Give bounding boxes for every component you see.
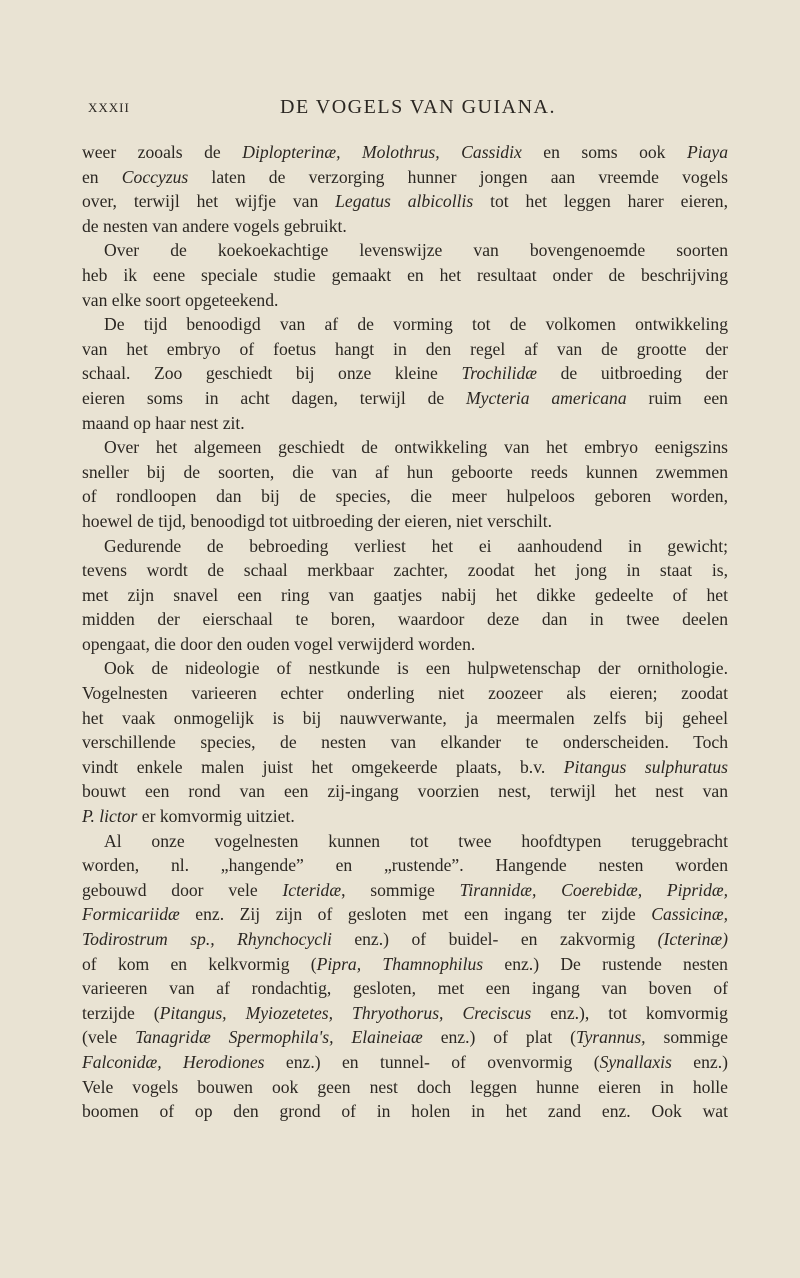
text-line: opengaat, die door den ouden vogel verwijderd worden. bbox=[82, 633, 476, 654]
text-line: en Coccyzus laten de verzorging hunner jongen aan vreemde vogels bbox=[82, 166, 729, 187]
text-line: Vele vogels bouwen ook geen nest doch leggen hunne eieren in holle bbox=[82, 1076, 728, 1097]
text-line: of rondloopen dan bij de species, die meer hulpeloos geboren worden, bbox=[82, 486, 728, 507]
text-line: weer zooals de Diplopterinæ, Molothrus, Cassidix en soms ook Piaya bbox=[82, 142, 729, 162]
text-line: (vele Tanagridæ Spermophila's, Elaineiaæ enz.) of plat (Tyrannus, sommige bbox=[82, 1027, 728, 1048]
text-line: boomen of op den grond of in holen in het zand enz. Ook wat bbox=[82, 1101, 728, 1122]
text-line: worden, nl. „hangende” en „rustende”. Hangende nesten worden bbox=[82, 855, 728, 876]
text-line: tevens wordt de schaal merkbaar zachter, zoodat het jong in staat is, bbox=[82, 560, 728, 581]
text-line: van het embryo of foetus hangt in den regel af van de grootte der bbox=[82, 338, 728, 359]
text-line: Formicariidæ enz. Zij zijn of gesloten met een ingang ter zijde Cassicinæ, bbox=[82, 904, 728, 925]
text-line: over, terwijl het wijfje van Legatus albicollis tot het leggen harer eieren, bbox=[82, 191, 728, 212]
text-line: Over het algemeen geschiedt de ontwikkeling van het embryo eenigszins bbox=[104, 437, 728, 458]
text-line: Al onze vogelnesten kunnen tot twee hoofdtypen teruggebracht bbox=[104, 830, 728, 851]
text-line: midden der eierschaal te boren, waardoor deze dan in twee deelen bbox=[82, 609, 728, 630]
text-line: heb ik eene speciale studie gemaakt en het resultaat onder de beschrijving bbox=[82, 264, 728, 285]
text-line: schaal. Zoo geschiedt bij onze kleine Trochilidæ de uitbroeding der bbox=[82, 363, 728, 384]
text-line: of kom en kelkvormig (Pipra, Thamnophilus enz.) De rustende nesten bbox=[82, 953, 728, 974]
text-line: Falconidæ, Herodiones enz.) en tunnel- of ovenvormig (Synallaxis enz.) bbox=[82, 1051, 728, 1072]
text-line: De tijd benoodigd van af de vorming tot de volkomen ontwikkeling bbox=[104, 314, 728, 335]
text-line: vindt enkele malen juist het omgekeerde plaats, b.v. Pitangus sulphuratus bbox=[82, 756, 728, 777]
text-line: varieeren van af rondachtig, gesloten, met een ingang van boven of bbox=[82, 978, 728, 999]
running-title: DE VOGELS VAN GUIANA. bbox=[280, 96, 556, 118]
text-line: Over de koekoekachtige levenswijze van bovengenoemde soorten bbox=[104, 240, 728, 261]
page-number: XXXII bbox=[88, 100, 130, 115]
text-line: maand op haar nest zit. bbox=[82, 412, 245, 433]
text-line: Ook de nideologie of nestkunde is een hulpwetenschap der ornithologie. bbox=[104, 658, 728, 679]
text-line: verschillende species, de nesten van elkander te onderscheiden. Toch bbox=[82, 732, 728, 753]
text-line: gebouwd door vele Icteridæ, sommige Tirannidæ, Coerebidæ, Pipridæ, bbox=[82, 879, 728, 900]
text-line: P. lictor er komvormig uitziet. bbox=[82, 806, 295, 827]
text-line: terzijde (Pitangus, Myiozetetes, Thryothorus, Creciscus enz.), tot komvormig bbox=[82, 1002, 728, 1023]
body-text bbox=[82, 140, 728, 1124]
text-line: hoewel de tijd, benoodigd tot uitbroeding der eieren, niet verschilt. bbox=[82, 510, 553, 531]
page-header bbox=[88, 96, 728, 124]
text-line: bouwt een rond van een zij-ingang voorzien nest, terwijl het nest van bbox=[82, 781, 728, 802]
text-line: het vaak onmogelijk is bij nauwverwante, ja meermalen zelfs bij geheel bbox=[82, 707, 728, 728]
text-line: met zijn snavel een ring van gaatjes nabij het dikke gedeelte of het bbox=[82, 584, 728, 605]
text-line: eieren soms in acht dagen, terwijl de Mycteria americana ruim een bbox=[82, 387, 728, 408]
text-line: Gedurende de bebroeding verliest het ei aanhoudend in gewicht; bbox=[104, 535, 728, 556]
text-line: Todirostrum sp., Rhynchocycli enz.) of buidel- en zakvormig (Icterinæ) bbox=[82, 929, 729, 949]
text-line: Vogelnesten varieeren echter onderling niet zoozeer als eieren; zoodat bbox=[82, 683, 728, 704]
text-line: de nesten van andere vogels gebruikt. bbox=[82, 215, 347, 236]
text-line: van elke soort opgeteekend. bbox=[82, 289, 279, 310]
text-line: sneller bij de soorten, die van af hun geboorte reeds kunnen zwemmen bbox=[82, 461, 728, 482]
